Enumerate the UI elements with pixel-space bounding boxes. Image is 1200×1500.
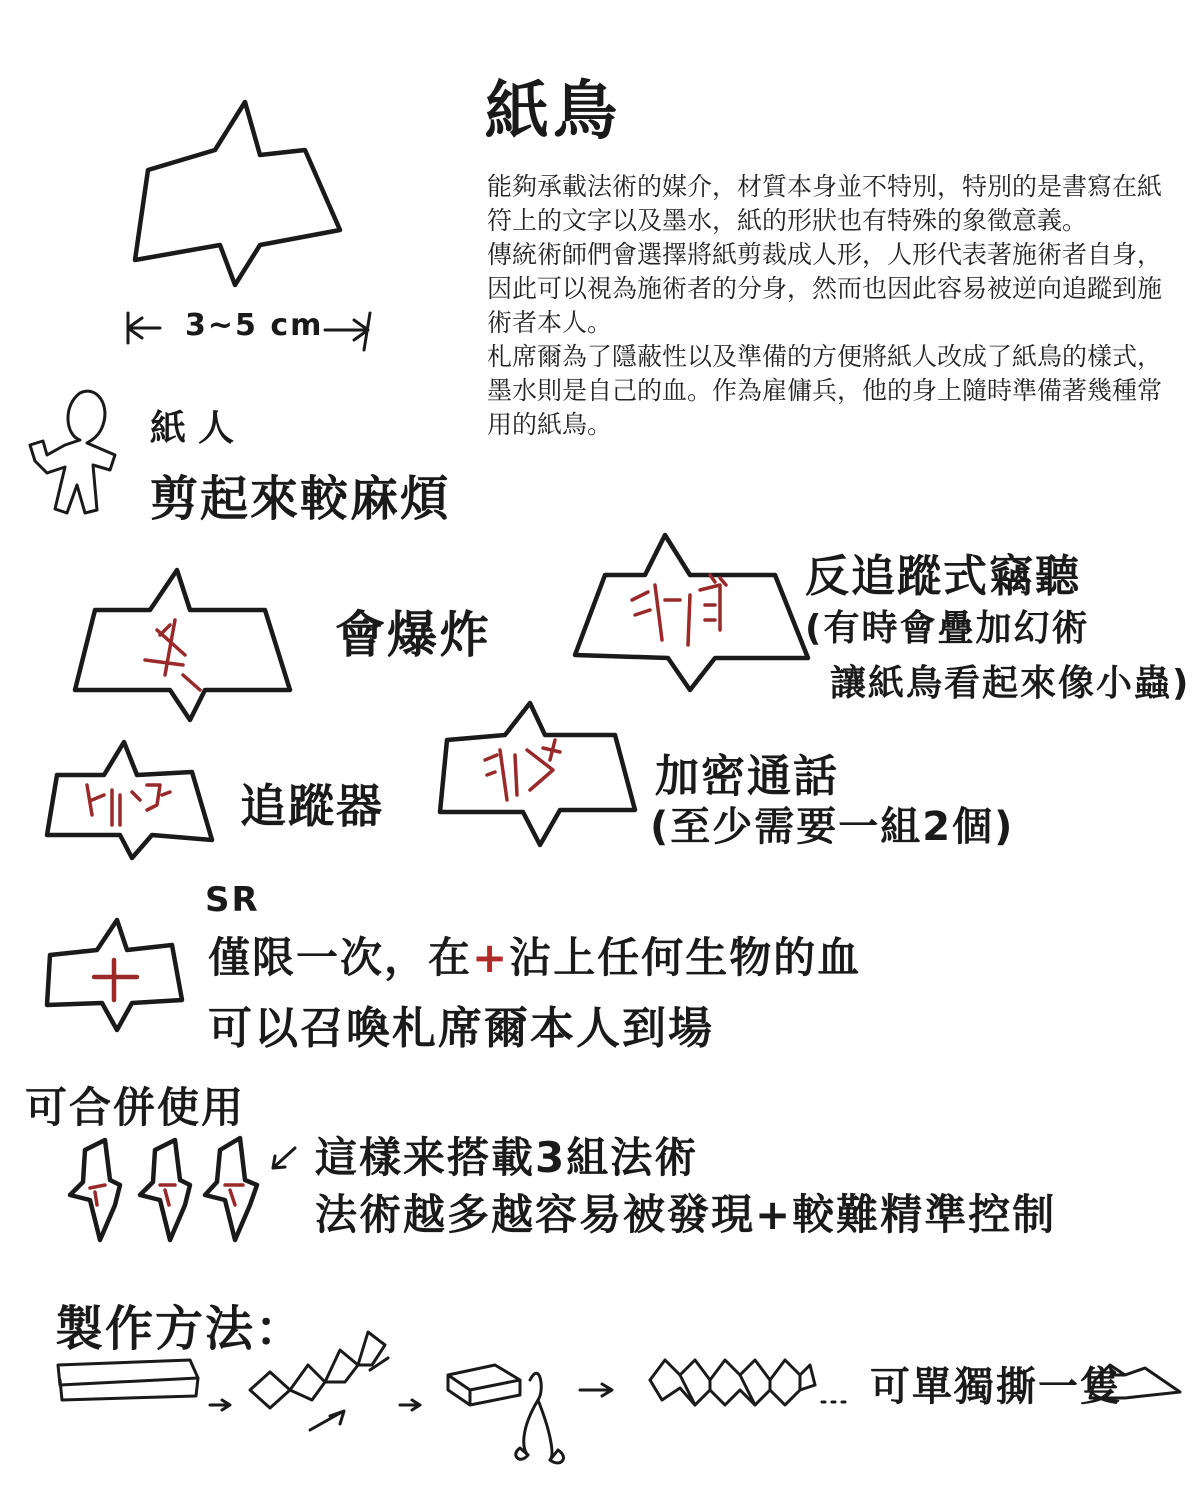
paper-bird-large-illustration bbox=[120, 90, 360, 290]
encrypted-call-label: 加密通話 bbox=[655, 751, 839, 802]
sr-plus-mark: + bbox=[472, 933, 510, 982]
description-paragraph: 能夠承載法術的媒介，材質本身並不特別，特別的是書寫在紙符上的文字以及墨水，紙的形狀也有特殊的象徵意義。 bbox=[487, 172, 1163, 235]
encrypted-call-note: (至少需要一組2個) bbox=[650, 804, 1015, 850]
sr-condition-part-1: 僅限一次，在 bbox=[208, 933, 473, 982]
method-title: 製作方法： bbox=[55, 1301, 306, 1357]
encrypted-call-bird-illustration bbox=[435, 700, 640, 850]
anti-trace-label: 反追蹤式竊聽 bbox=[805, 551, 1081, 602]
size-arrow-left-icon bbox=[120, 308, 180, 348]
description-block bbox=[487, 170, 1177, 442]
paper-person-label: 紙人 bbox=[150, 408, 247, 449]
explode-bird-illustration bbox=[65, 565, 295, 725]
paper-person-icon bbox=[25, 385, 125, 525]
tracker-bird-illustration bbox=[42, 740, 217, 860]
combo-arrow-icon bbox=[265, 1140, 305, 1180]
size-arrow-right-icon bbox=[320, 308, 380, 353]
anti-trace-note-2: 讓紙鳥看起來像小蟲) bbox=[830, 663, 1191, 704]
anti-trace-note-1: (有時會疊加幻術 bbox=[805, 608, 1090, 649]
description-paragraph: 傳統術師們會選擇將紙剪裁成人形，人形代表著施術者自身，因此可以視為施術者的分身，然而也因此容易被逆向追蹤到施術者本人。 bbox=[487, 240, 1163, 337]
sr-effect: 可以召喚札席爾本人到場 bbox=[208, 1003, 714, 1054]
method-single-note: 可單獨撕一隻 bbox=[870, 1364, 1122, 1410]
combo-title: 可合併使用 bbox=[25, 1083, 246, 1132]
combo-note-2: 法術越多越容易被發現+較難精準控制 bbox=[315, 1190, 1057, 1239]
description-paragraph: 札席爾為了隱蔽性以及準備的方便將紙人改成了紙鳥的樣式，墨水則是自己的血。作為雇傭兵，他的身上隨時準備著幾種常用的紙鳥。 bbox=[487, 342, 1163, 439]
sr-label: SR bbox=[205, 880, 260, 920]
size-label: 3~5 cm bbox=[185, 308, 324, 343]
combo-note-1: 這樣来搭載3組法術 bbox=[315, 1133, 699, 1182]
anti-trace-bird-illustration bbox=[570, 530, 815, 695]
sr-bird-illustration bbox=[42, 915, 187, 1035]
sr-condition bbox=[208, 925, 861, 985]
explode-label: 會爆炸 bbox=[335, 606, 491, 664]
page-title: 紙鳥 bbox=[485, 75, 621, 149]
paper-person-note: 剪起來較麻煩 bbox=[150, 471, 451, 527]
tracker-label: 追蹤器 bbox=[240, 779, 384, 833]
sr-condition-part-2: 沾上任何生物的血 bbox=[509, 933, 862, 982]
combo-birds-illustration bbox=[65, 1130, 275, 1250]
